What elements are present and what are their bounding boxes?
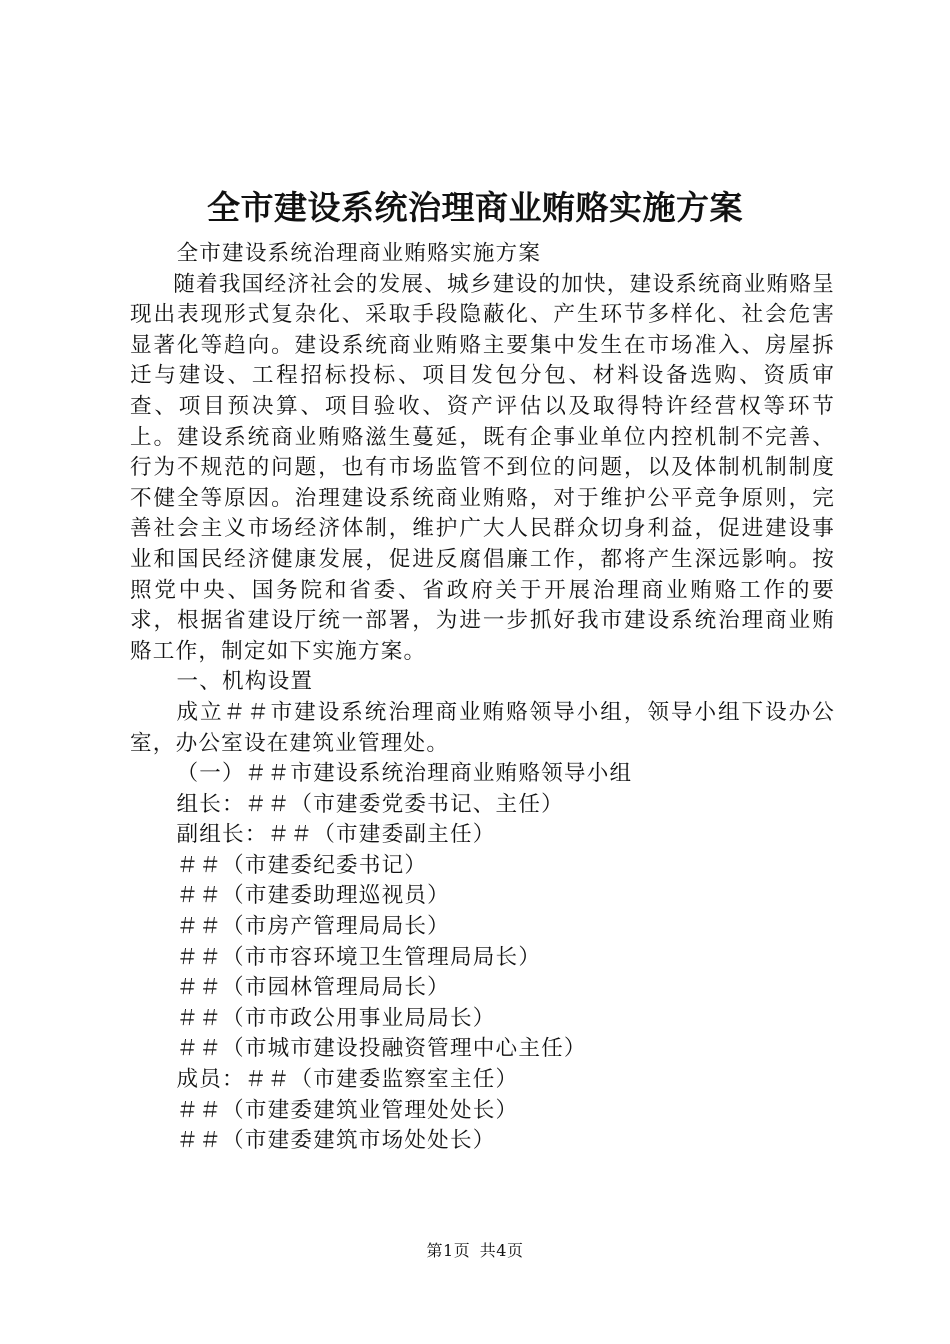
member-line: 副组长：＃＃（市建委副主任）: [176, 822, 496, 848]
member-line: ＃＃（市建委建筑市场处处长）: [176, 1128, 496, 1154]
member-line: ＃＃（市建委建筑业管理处处长）: [176, 1097, 519, 1123]
member-line: ＃＃（市房产管理局局长）: [176, 914, 450, 940]
member-line: ＃＃（市城市建设投融资管理中心主任）: [176, 1036, 587, 1062]
page-total: 共4页: [479, 1241, 524, 1260]
member-line: ＃＃（市园林管理局局长）: [176, 975, 450, 1001]
page-footer: [0, 1240, 950, 1262]
member-line: ＃＃（市市政公用事业局局长）: [176, 1005, 496, 1031]
document-body: [130, 239, 835, 1157]
member-line: 成员：＃＃（市建委监察室主任）: [176, 1067, 519, 1093]
member-line: ＃＃（市建委纪委书记）: [176, 852, 428, 878]
member-line: ＃＃（市市容环境卫生管理局局长）: [176, 944, 542, 970]
intro-paragraph: 随着我国经济社会的发展、城乡建设的加快，建设系统商业贿赂呈现出表现形式复杂化、采取手段隐蔽化、产生环节多样化、社会危害显著化等趋向。建设系统商业贿赂主要集中发生在市场准入、房屋拆迁与建设、工程招标投标、项目发包分包、材料设备选购、资质审查、项目预决算、项目验收、资产评估以及取得特许经营权等环节上。建设系统商业贿赂滋生蔓延，既有企事业单位内控机制不完善、行为不规范的问题，也有市场监管不到位的问题，以及体制机制制度不健全等原因。治理建设系统商业贿赂，对于维护公平竞争原则，完善社会主义市场经济体制，维护广大人民群众切身利益，促进建设事业和国民经济健康发展，促进反腐倡廉工作，都将产生深远影响。按照党中央、国务院和省委、省政府关于开展治理商业贿赂工作的要求，根据省建设厅统一部署，为进一步抓好我市建设系统治理商业贿赂工作，制定如下实施方案。: [130, 271, 835, 664]
document-title: 全市建设系统治理商业贿赂实施方案: [207, 188, 743, 227]
member-line: 组长：＃＃（市建委党委书记、主任）: [176, 791, 564, 817]
member-line: ＃＃（市建委助理巡视员）: [176, 883, 450, 909]
section-paragraph: 成立＃＃市建设系统治理商业贿赂领导小组，领导小组下设办公室，办公室设在建筑业管理处。: [130, 699, 835, 756]
subsection-heading: （一）＃＃市建设系统治理商业贿赂领导小组: [176, 761, 633, 787]
page-number: 第1页: [426, 1241, 471, 1260]
section-heading: 一、机构设置: [176, 669, 314, 695]
subtitle-line: 全市建设系统治理商业贿赂实施方案: [176, 241, 542, 266]
